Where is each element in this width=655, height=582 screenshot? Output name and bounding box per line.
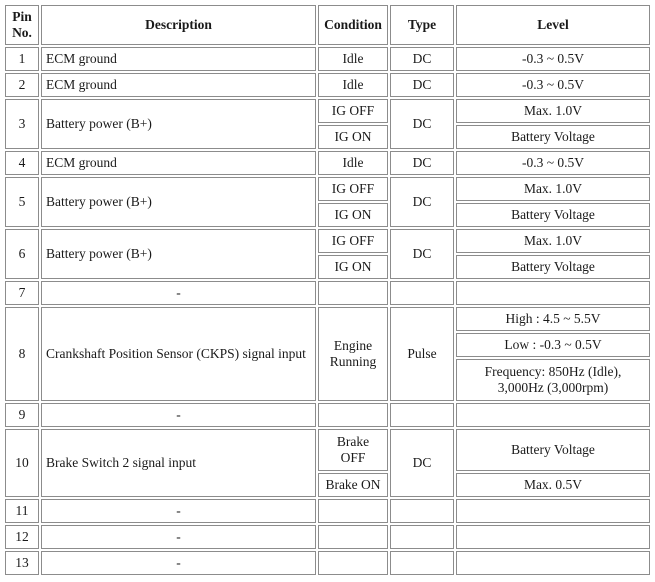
level-cell: Max. 1.0V bbox=[456, 229, 650, 253]
level-cell bbox=[456, 525, 650, 549]
type-cell: DC bbox=[390, 73, 454, 97]
condition-cell: Idle bbox=[318, 47, 388, 71]
description-cell: Battery power (B+) bbox=[41, 99, 316, 149]
pin-cell: 4 bbox=[5, 151, 39, 175]
level-cell: Battery Voltage bbox=[456, 125, 650, 149]
description-cell: - bbox=[41, 403, 316, 427]
level-cell bbox=[456, 499, 650, 523]
description-cell: - bbox=[41, 281, 316, 305]
type-cell: DC bbox=[390, 177, 454, 227]
description-cell: Battery power (B+) bbox=[41, 177, 316, 227]
pin-cell: 11 bbox=[5, 499, 39, 523]
condition-cell: Idle bbox=[318, 73, 388, 97]
table-row bbox=[5, 47, 650, 71]
description-cell: ECM ground bbox=[41, 73, 316, 97]
level-cell: Battery Voltage bbox=[456, 255, 650, 279]
pin-cell: 3 bbox=[5, 99, 39, 149]
table-row bbox=[5, 151, 650, 175]
pin-cell: 2 bbox=[5, 73, 39, 97]
type-cell bbox=[390, 551, 454, 575]
pin-cell: 12 bbox=[5, 525, 39, 549]
table-row bbox=[5, 525, 650, 549]
pin-cell: 5 bbox=[5, 177, 39, 227]
description-cell: Brake Switch 2 signal input bbox=[41, 429, 316, 497]
table-row bbox=[5, 281, 650, 305]
level-cell: Battery Voltage bbox=[456, 203, 650, 227]
header-description: Description bbox=[41, 5, 316, 45]
table-row bbox=[5, 229, 650, 253]
pin-cell: 13 bbox=[5, 551, 39, 575]
level-cell bbox=[456, 281, 650, 305]
description-cell: ECM ground bbox=[41, 47, 316, 71]
type-cell bbox=[390, 281, 454, 305]
type-cell: DC bbox=[390, 47, 454, 71]
condition-cell bbox=[318, 281, 388, 305]
condition-cell: IG OFF bbox=[318, 177, 388, 201]
condition-cell bbox=[318, 525, 388, 549]
level-cell bbox=[456, 551, 650, 575]
type-cell: DC bbox=[390, 429, 454, 497]
table-row bbox=[5, 499, 650, 523]
type-cell bbox=[390, 525, 454, 549]
pin-cell: 6 bbox=[5, 229, 39, 279]
description-cell: Crankshaft Position Sensor (CKPS) signal input bbox=[41, 307, 316, 401]
header-row bbox=[5, 5, 650, 45]
pin-table bbox=[3, 3, 652, 577]
condition-cell: IG OFF bbox=[318, 229, 388, 253]
description-cell: Battery power (B+) bbox=[41, 229, 316, 279]
header-type: Type bbox=[390, 5, 454, 45]
pin-cell: 9 bbox=[5, 403, 39, 427]
description-cell: - bbox=[41, 525, 316, 549]
level-cell: Low : -0.3 ~ 0.5V bbox=[456, 333, 650, 357]
level-cell: Max. 1.0V bbox=[456, 99, 650, 123]
level-cell: Frequency: 850Hz (Idle), 3,000Hz (3,000rpm) bbox=[456, 359, 650, 401]
level-cell: -0.3 ~ 0.5V bbox=[456, 151, 650, 175]
type-cell: DC bbox=[390, 151, 454, 175]
condition-cell: IG ON bbox=[318, 203, 388, 227]
type-cell: DC bbox=[390, 229, 454, 279]
level-cell: High : 4.5 ~ 5.5V bbox=[456, 307, 650, 331]
level-cell bbox=[456, 403, 650, 427]
condition-cell: IG ON bbox=[318, 125, 388, 149]
pin-cell: 10 bbox=[5, 429, 39, 497]
condition-cell: IG OFF bbox=[318, 99, 388, 123]
condition-cell: Brake ON bbox=[318, 473, 388, 497]
pin-cell: 8 bbox=[5, 307, 39, 401]
header-pin: Pin No. bbox=[5, 5, 39, 45]
level-cell: -0.3 ~ 0.5V bbox=[456, 73, 650, 97]
level-cell: Max. 0.5V bbox=[456, 473, 650, 497]
table-row bbox=[5, 177, 650, 201]
condition-cell bbox=[318, 403, 388, 427]
level-cell: -0.3 ~ 0.5V bbox=[456, 47, 650, 71]
table-row bbox=[5, 403, 650, 427]
table-row bbox=[5, 551, 650, 575]
description-cell: - bbox=[41, 499, 316, 523]
table-row bbox=[5, 429, 650, 471]
table-row bbox=[5, 99, 650, 123]
condition-cell: Brake OFF bbox=[318, 429, 388, 471]
type-cell: Pulse bbox=[390, 307, 454, 401]
header-level: Level bbox=[456, 5, 650, 45]
condition-cell bbox=[318, 551, 388, 575]
description-cell: ECM ground bbox=[41, 151, 316, 175]
description-cell: - bbox=[41, 551, 316, 575]
condition-cell bbox=[318, 499, 388, 523]
type-cell: DC bbox=[390, 99, 454, 149]
header-condition: Condition bbox=[318, 5, 388, 45]
table-row bbox=[5, 307, 650, 331]
type-cell bbox=[390, 499, 454, 523]
condition-cell: Engine Running bbox=[318, 307, 388, 401]
table-row bbox=[5, 73, 650, 97]
condition-cell: Idle bbox=[318, 151, 388, 175]
condition-cell: IG ON bbox=[318, 255, 388, 279]
level-cell: Battery Voltage bbox=[456, 429, 650, 471]
type-cell bbox=[390, 403, 454, 427]
pin-cell: 1 bbox=[5, 47, 39, 71]
level-cell: Max. 1.0V bbox=[456, 177, 650, 201]
pin-cell: 7 bbox=[5, 281, 39, 305]
